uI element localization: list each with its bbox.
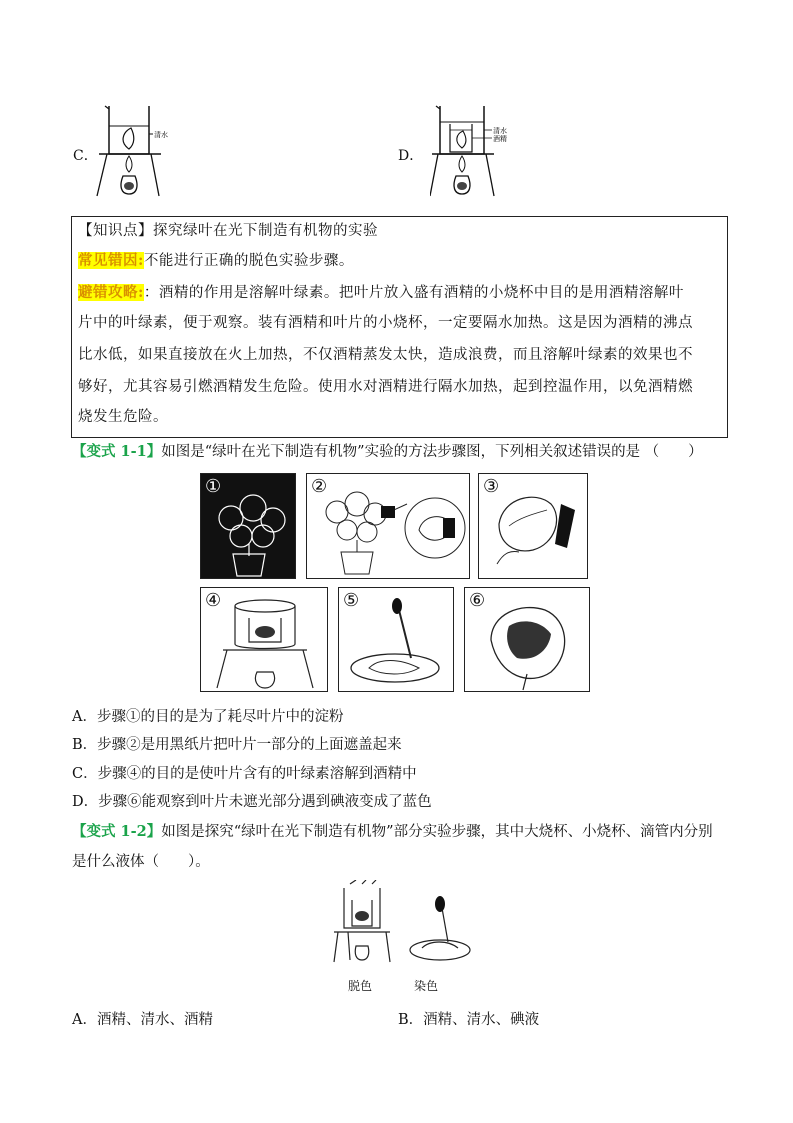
step-panel-2: [306, 473, 470, 579]
knowledge-title: 探究绿叶在光下制造有机物的实验: [153, 223, 378, 239]
option-a[interactable]: A．步骤①的目的是为了耗尽叶片中的淀粉: [72, 709, 344, 725]
question-1-2: [72, 820, 713, 841]
question-1-1: [72, 440, 703, 461]
question-tag: 【变式 1-1】: [72, 443, 162, 460]
step-panel-3: [478, 473, 588, 579]
step-panel-1: [200, 473, 296, 579]
decolor-stain-diagram: [330, 880, 480, 970]
step-number: ②: [311, 476, 328, 497]
knowledge-tag: 【知识点】: [78, 223, 153, 239]
step-number: ③: [483, 476, 500, 497]
water-label: 清水: [154, 131, 168, 139]
alcohol-label: 酒精: [493, 135, 507, 143]
common-error-row: [78, 249, 354, 270]
question-text: 如图是“绿叶在光下制造有机物”实验的方法步骤图，下列相关叙述错误的是 （ ）: [161, 444, 703, 460]
tip-line: 够好，尤其容易引燃酒精发生危险。使用水对酒精进行隔水加热，起到控温作用，以免酒精燃: [78, 379, 693, 395]
beaker-water-diagram: [95, 104, 170, 199]
option-b[interactable]: B．步骤②是用黑纸片把叶片一部分的上面遮盖起来: [72, 737, 402, 753]
caption-stain: 染色: [414, 979, 439, 993]
tip-line: 烧发生危险。: [78, 409, 168, 425]
caption-decolor: 脱色: [348, 979, 373, 993]
tip-text: ：酒精的作用是溶解叶绿素。把叶片放入盛有酒精的小烧杯中目的是用酒精溶解叶: [143, 285, 684, 301]
tip-line: [78, 281, 684, 302]
question-text: 如图是探究“绿叶在光下制造有机物”部分实验步骤，其中大烧杯、小烧杯、滴管内分别: [161, 824, 713, 840]
question-text-continued: 是什么液体（ ）。: [72, 854, 210, 870]
option-c-label: C．: [73, 148, 98, 164]
step-number: ⑥: [469, 590, 486, 611]
tip-label: 避错攻略:: [78, 284, 144, 301]
knowledge-heading: [78, 219, 378, 240]
beaker-alcohol-diagram: [430, 104, 510, 199]
common-error-text: 不能进行正确的脱色实验步骤。: [143, 253, 354, 269]
option-a[interactable]: A．酒精、清水、酒精: [72, 1012, 213, 1028]
step-panel-6: [464, 587, 590, 692]
step-panel-5: [338, 587, 454, 692]
option-c[interactable]: C．步骤④的目的是使叶片含有的叶绿素溶解到酒精中: [72, 766, 417, 782]
step-panel-4: [200, 587, 328, 692]
step-number: ⑤: [343, 590, 360, 611]
leaf-covering-illustration: [307, 474, 471, 580]
tip-line: 比水低，如果直接放在火上加热，不仅酒精蒸发太快，造成浪费，而且溶解叶绿素的效果也不: [78, 347, 693, 363]
common-error-label: 常见错因:: [78, 252, 144, 269]
water-label: 清水: [493, 127, 507, 135]
option-b[interactable]: B．酒精、清水、碘液: [398, 1012, 540, 1028]
option-d-label: D．: [398, 148, 424, 164]
option-d[interactable]: D．步骤⑥能观察到叶片未遮光部分遇到碘液变成了蓝色: [72, 794, 432, 810]
question-tag: 【变式 1-2】: [72, 823, 162, 840]
tip-line: 片中的叶绿素，便于观察。装有酒精和叶片的小烧杯，一定要隔水加热。这是因为酒精的沸点: [78, 315, 693, 331]
knowledge-box: [71, 216, 728, 438]
step-number: ④: [205, 590, 222, 611]
step-number: ①: [205, 476, 222, 497]
